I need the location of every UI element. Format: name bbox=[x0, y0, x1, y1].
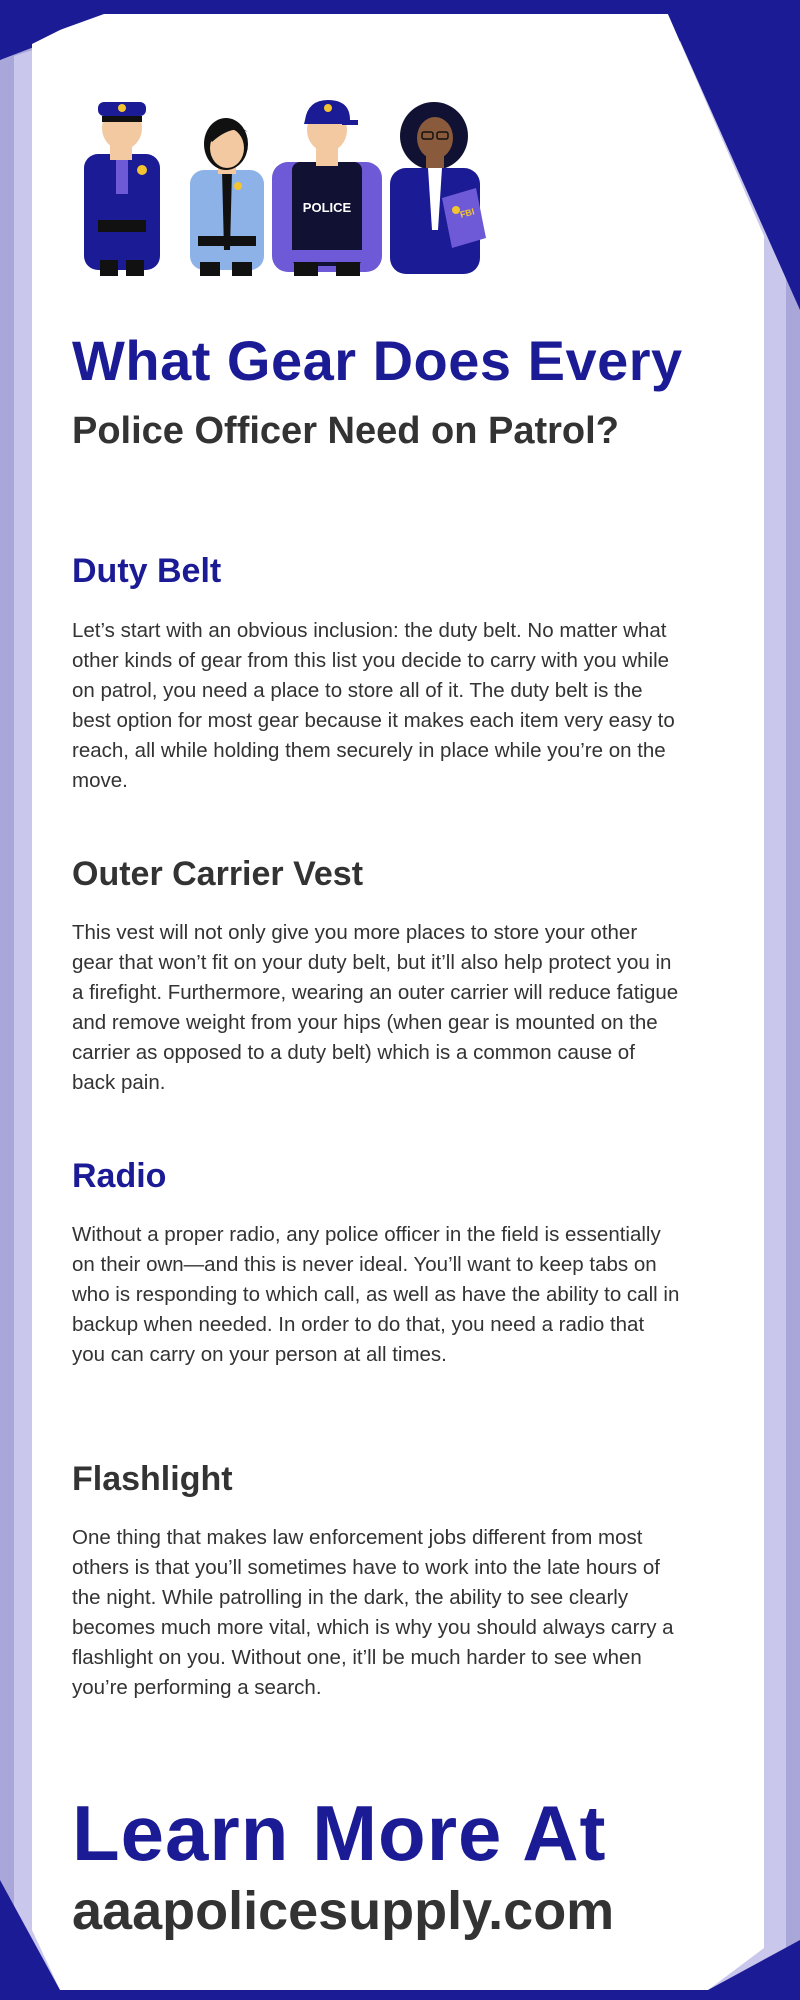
officer-4-figure bbox=[390, 102, 486, 274]
section-heading-flashlight: Flashlight bbox=[72, 1460, 233, 1498]
section-body-flashlight: One thing that makes law enforcement jobs different from most others is that you’ll sometimes have to work into the late hours of the night. While patrolling in the dark, the ability to see clearly becomes much more vital, which is why you should always carry a flashlight on you. Without one, it’ll be much harder to see when you’re performing a search. bbox=[72, 1526, 674, 1699]
police-officers-illustration bbox=[72, 50, 552, 300]
section-heading-outer-carrier-vest: Outer Carrier Vest bbox=[72, 855, 364, 893]
learn-more-heading: Learn More At bbox=[72, 1789, 607, 1877]
page-title-line-2: Police Officer Need on Patrol? bbox=[72, 410, 619, 452]
section-body-duty-belt: Let’s start with an obvious inclusion: the duty belt. No matter what other kinds of gear from this list you decide to carry with you while on patrol, you need a place to store all of it. The duty belt is the best option for most gear because it makes each item very easy to reach, all while holding them securely in place while you’re on the move. bbox=[72, 619, 675, 792]
section-heading-duty-belt: Duty Belt bbox=[72, 552, 222, 590]
officer-3-figure bbox=[272, 100, 382, 276]
officer-1-figure bbox=[84, 102, 160, 276]
folder-label: FBI bbox=[458, 206, 476, 220]
section-body-outer-carrier-vest: This vest will not only give you more places to store your other gear that won’t fit on your duty belt, but it’ll also help protect you in a firefight. Furthermore, wearing an outer carrier will reduce fatigue and remove weight from your hips (when gear is mounted on the carrier as opposed to a duty belt) which is a common cause of back pain. bbox=[72, 921, 679, 1094]
website-link[interactable]: aaapolicesupply.com bbox=[72, 1881, 615, 1941]
section-body-radio: Without a proper radio, any police officer in the field is essentially on their own—and this is never ideal. You’ll want to keep tabs on who is responding to which call, as well as have the ability to call in backup when needed. In order to do that, you need a radio that you can carry on your person at all times. bbox=[72, 1223, 680, 1366]
page-title-line-1: What Gear Does Every bbox=[72, 329, 683, 392]
officer-2-figure bbox=[190, 118, 264, 276]
section-heading-radio: Radio bbox=[72, 1157, 167, 1195]
vest-label: POLICE bbox=[302, 200, 352, 215]
